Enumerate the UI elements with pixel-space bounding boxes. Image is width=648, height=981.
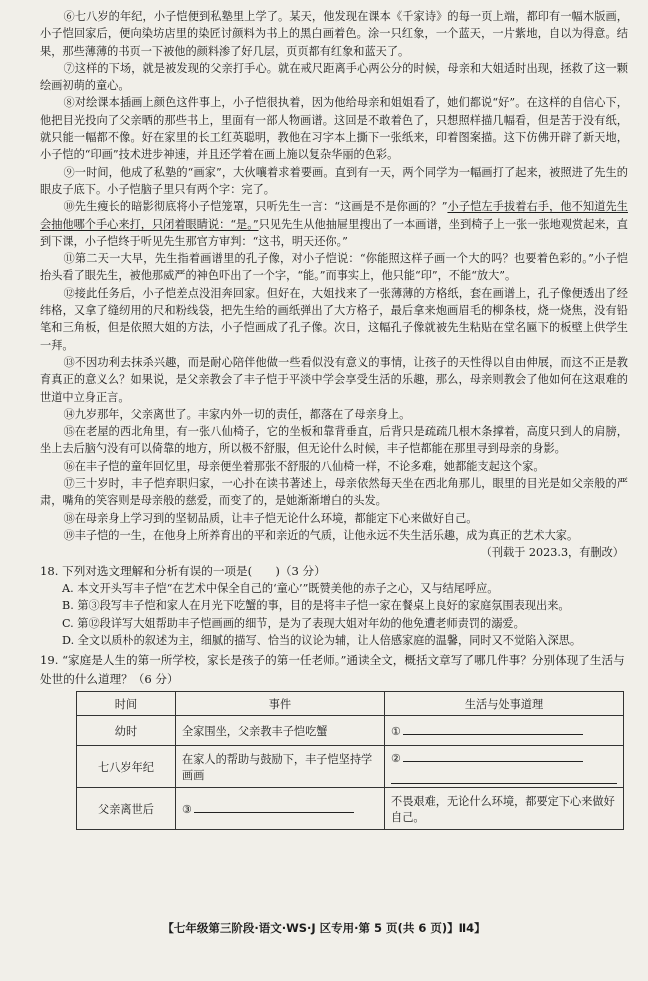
paragraph-15: ⑮在老屋的西北角里，有一张八仙椅子，它的坐板和靠背垂直，后背只是疏疏几根木条撑着，高度只到人的肩膀，坐上去后脑勺没有可以倚靠的地方，所以极不舒服，但无论什么时候，丰子恺都能在那里寻到母亲的身影。 (40, 425, 628, 456)
row-2-event: 在家人的帮助与鼓励下，丰子恺坚持学画画 (176, 746, 385, 788)
question-19-stem: 19. “家庭是人生的第一所学校，家长是孩子的第一任老师。”通读全文，概括文章写了哪几件事？分别体现了生活与处世的什么道理？（6 分） (40, 653, 625, 686)
paragraph-13: ⑬不因功利去抹杀兴趣，而是耐心陪伴他做一些看似没有意义的事情，让孩子的天性得以自由伸展，而这不正是教育真正的意义么？如果说，是父亲教会了丰子恺于平淡中学会享受生活的乐趣，那么，母亲则教会了他如何在这艰难的世道中立身正言。 (40, 355, 628, 404)
row-3-reason: 不畏艰难，无论什么环境，都要定下心来做好自己。 (385, 788, 624, 830)
header-time: 时间 (77, 692, 176, 716)
page-footer: 【七年级第三阶段·语文·WS·J 区专用·第 5 页(共 6 页)】Ⅱ4】 (162, 921, 486, 935)
paragraph-6: ⑥七八岁的年纪，小子恺便到私塾里上学了。某天，他发现在课本《千家诗》的每一页上端，都印有一幅木版画，小子恺回家后，便向染坊店里的染匠讨颜料为书上的黑白画着色。涂一只红象，一个蓝天，一片紫地，自以为得意。结果，那些薄薄的书页一下被他的颜料渗了好几层，页页都有红象和蓝天了。 (40, 10, 628, 58)
paragraph-12: ⑫接此任务后，小子恺差点没泪奔回家。但好在，大姐找来了一张薄薄的方格纸，套在画谱上，孔子像便透出了经纬格，又拿了缝纫用的尺和粉线袋，把先生给的画纸弹出了大方格子，最后拿来炮画眉毛的柳条枝，烧一烧焦，没有铅笔和三角板，但是依照大姐的方法，小子恺画成了孔子像。次日，这幅孔子像就被先生粘贴在堂名匾下的板壁上供学生一拜。 (40, 286, 628, 352)
paragraph-10-underlined: 小子恺左手拔着右手，他不知道先生会抽他哪个手心来打，只闭着眼睛说：“是。” (40, 200, 628, 231)
question-18-option-a: A. 本文开头写丰子恺“在艺术中保全自己的‘童心’”既赞美他的赤子之心，又与结尾呼应。 (62, 582, 499, 595)
source-note: （刊载于 2023.3，有删改） (480, 546, 624, 560)
paragraph-10 (40, 198, 628, 250)
paragraph-18: ⑱在母亲身上学习到的坚韧品质，让丰子恺无论什么环境，都能定下心来做好自己。 (63, 511, 478, 525)
paragraph-11: ⑪第二天一大早，先生指着画谱里的孔子像，对小子恺说：“你能照这样子画一个大的吗？也要着色彩的。”小子恺抬头看了眼先生，被他那威严的神色吓出了一个字，“能。”而事实上，他只能“印”，不能“放大”。 (40, 252, 628, 283)
row-2-time: 七八岁年纪 (77, 746, 176, 788)
paragraph-14: ⑭九岁那年，父亲离世了。丰家内外一切的责任，都落在了母亲身上。 (63, 407, 411, 421)
paragraph-17: ⑰三十岁时，丰子恺弃职归家，一心扑在读书著述上，母亲依然每天坐在西北角那儿，眼里的目光是如父亲般的严肃，嘴角的笑容则是母亲般的慈爱，而变了的，是她渐渐增白的头发。 (40, 477, 628, 508)
paragraph-9: ⑨一时间，他成了私塾的“画家”，大伙嚷着求着要画。直到有一天，两个同学为一幅画打了起来，被照进了先生的眼皮子底下。小子恺脑子里只有两个字：完了。 (40, 165, 628, 196)
header-reason: 生活与处事道理 (385, 692, 624, 716)
table-row (77, 788, 624, 830)
paragraph-7: ⑦这样的下场，就是被发现的父亲打手心。就在戒尺距离手心两公分的时候，母亲和大姐适时出现，拯救了这一颗绘画初萌的童心。 (40, 61, 628, 93)
answer-table (76, 691, 624, 830)
paragraph-10-after: 只见先生从他抽屉里搜出了一本画谱，坐到椅子上一张一张地观赏起来，直到下课，小子恺终于听见先生那官方审判：“这书，明天还你。” (40, 217, 628, 248)
table-row (77, 746, 624, 788)
answer-blank-3[interactable] (194, 801, 354, 813)
question-18-option-d: D. 全文以质朴的叙述为主，细腻的描写、恰当的议论为辅，让人倍感家庭的温馨，同时又不觉陷入深思。 (62, 633, 582, 647)
question-18-option-c: C. 第⑫段详写大姐帮助丰子恺画画的细节，是为了表现大姐对年幼的他免遭老师责罚的溺爱。 (62, 616, 525, 630)
answer-blank-1[interactable] (403, 723, 583, 735)
answer-line-2b[interactable] (391, 769, 617, 784)
paragraph-16: ⑯在丰子恺的童年回忆里，母亲便坐着那张不舒服的八仙椅一样，不论多难，她都能支起这个家。 (63, 459, 545, 473)
row-2-reason-marker: ② (391, 751, 402, 765)
table-header-row (77, 692, 624, 716)
paragraph-10-before: ⑩先生瘦长的暗影彻底将小子恺笼罩，只听先生一言：“这画是不是你画的？” (63, 200, 448, 214)
answer-blank-2[interactable] (403, 750, 583, 762)
table-row (77, 716, 624, 746)
row-1-time: 幼时 (77, 716, 176, 746)
row-3-event-cell[interactable] (176, 788, 385, 830)
row-1-reason-cell[interactable] (385, 716, 624, 746)
row-1-reason-marker: ① (391, 725, 402, 739)
paragraph-19: ⑲丰子恺的一生，在他身上所养育出的平和亲近的气质，让他永远不失生活乐趣，成为真正的艺术大家。 (63, 528, 579, 542)
row-3-event-marker: ③ (182, 803, 193, 817)
row-3-time: 父亲离世后 (77, 788, 176, 830)
question-18-stem: 18. 下列对选文理解和分析有误的一项是( )（3 分） (40, 563, 326, 578)
paragraph-8: ⑧对绘课本插画上颜色这件事上，小子恺很执着，因为他给母亲和姐姐看了，她们都说“好”。在这样的自信心下，他把目光投向了父亲晒的那些书上，里面有一部人物画谱。这回是不敢着色了，只想照样描几幅看，但是苦于没有纸，就只能一幅都不像。好在家里的长工红英聪明，教他在习字本上撕下一张纸来，印着图案描。这下仿佛开辟了新天地，小子恺的“印画”技术进步神速，并且还学着在画上施以复杂华丽的色彩。 (40, 96, 628, 162)
row-2-reason-cell[interactable] (385, 746, 624, 788)
page (40, 8, 628, 830)
question-18-option-b: B. 第③段写丰子恺和家人在月光下吃蟹的事，目的是将丰子恺一家在餐桌上良好的家庭氛围表现出来。 (62, 599, 570, 613)
row-1-event: 全家围坐，父亲教丰子恺吃蟹 (176, 716, 385, 746)
header-event: 事件 (176, 692, 385, 716)
